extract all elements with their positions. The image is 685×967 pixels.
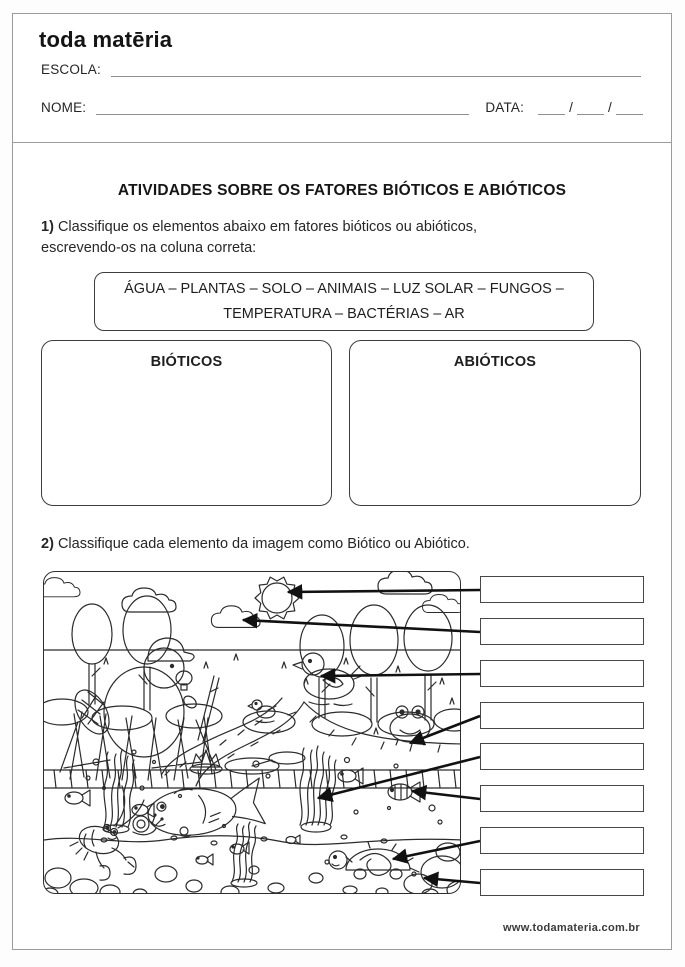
date-year-blank[interactable]: [616, 99, 643, 115]
date-slash: /: [608, 100, 612, 115]
answer-box-8[interactable]: [480, 869, 644, 896]
name-row: [41, 99, 647, 115]
website-url: www.todamateria.com.br: [503, 922, 640, 934]
question2-line: Classifique cada elemento da imagem como Biótico ou Abiótico.: [57, 536, 470, 552]
word-bank-line2: TEMPERATURA – BACTÉRIAS – AR: [223, 305, 465, 322]
answer-box-6[interactable]: [480, 785, 644, 812]
school-row: [41, 61, 641, 77]
duck: [293, 653, 364, 706]
date-label: DATA:: [485, 100, 525, 115]
cloud-icon: [44, 572, 461, 627]
rocks-left: [44, 868, 120, 894]
date-day-blank[interactable]: [538, 99, 565, 115]
date-slash: /: [569, 100, 574, 115]
brand-logo: toda matēria: [39, 27, 173, 52]
name-label: NOME:: [41, 100, 87, 115]
answer-box-4[interactable]: [480, 702, 644, 729]
school-input-line[interactable]: [111, 61, 641, 77]
word-bank-line1: ÁGUA – PLANTAS – SOLO – ANIMAIS – LUZ SOLAR – FUNGOS –: [124, 280, 564, 297]
school-label: ESCOLA:: [41, 62, 101, 77]
worksheet-title: ATIVIDADES SOBRE OS FATORES BIÓTICOS E ABIÓTICOS: [117, 182, 567, 199]
small-fish: [65, 768, 363, 865]
bioticos-column-label: BIÓTICOS: [150, 354, 223, 370]
bubbles: [86, 750, 442, 876]
question1-line1: Classifique os elementos abaixo em fatores bióticos ou abióticos,: [57, 219, 478, 235]
turtle: [329, 842, 419, 879]
header-panel: [12, 13, 672, 142]
abioticos-column-label: ABIÓTICOS: [453, 354, 537, 370]
question2-number: 2): [41, 536, 54, 552]
answer-box-3[interactable]: [480, 660, 644, 687]
question1-line2: escrevendo-os na coluna correta:: [41, 240, 257, 256]
worksheet-panel: [12, 142, 672, 950]
answer-box-2[interactable]: [480, 618, 644, 645]
question1-text: [41, 217, 631, 259]
name-input-line[interactable]: [96, 99, 469, 115]
answer-box-5[interactable]: [480, 743, 644, 770]
question1-number: 1): [41, 219, 54, 235]
sun-icon: [255, 577, 299, 619]
answer-box-1[interactable]: [480, 576, 644, 603]
word-bank-box: [94, 272, 594, 331]
date-month-blank[interactable]: [577, 99, 604, 115]
grass-tufts: [104, 654, 454, 734]
question2-text: [41, 534, 651, 555]
striped-fish: [388, 782, 420, 802]
ecosystem-illustration: [43, 571, 461, 894]
date-group: [485, 99, 647, 115]
crayfish: [70, 786, 144, 880]
answer-box-7[interactable]: [480, 827, 644, 854]
abioticos-column-box[interactable]: [349, 340, 641, 506]
bioticos-column-box[interactable]: [41, 340, 332, 506]
